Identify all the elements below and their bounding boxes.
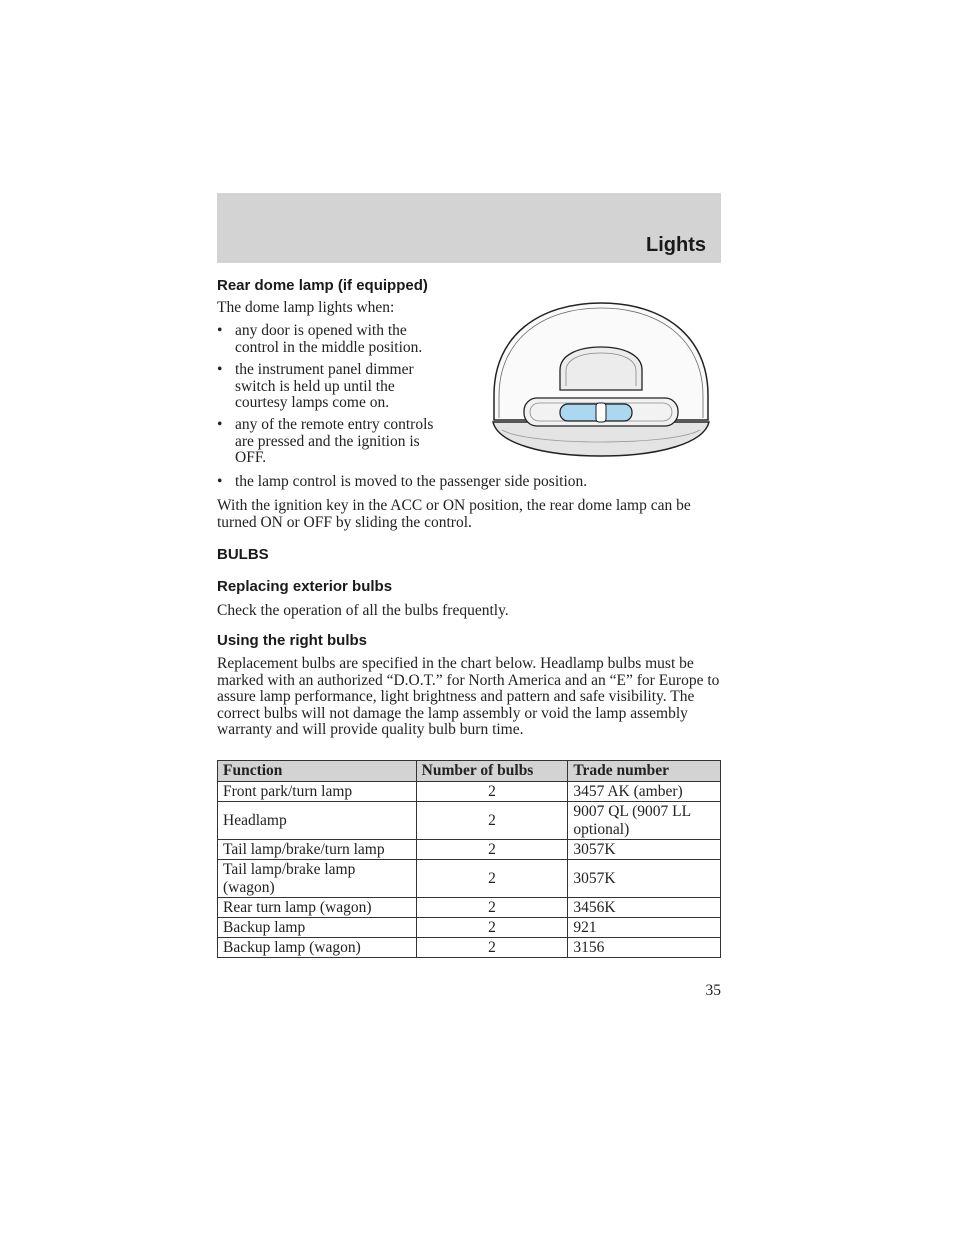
- table-cell: 3057K: [568, 860, 721, 898]
- table-cell: 3457 AK (amber): [568, 782, 721, 802]
- bulb-table: [217, 760, 721, 958]
- table-row: [218, 918, 721, 938]
- table-cell: 2: [416, 782, 568, 802]
- right-bulbs-heading: Using the right bulbs: [217, 632, 367, 649]
- right-bulbs-text: Replacement bulbs are specified in the chart below. Headlamp bulbs must be marked with an authorized “D.O.T.” for North America and an “E” for Europe to assure lamp performance, light brightness and pattern and safe visibility. The correct bulbs will not damage the lamp assembly or void the lamp assembly warranty and will provide quality bulb burn time.: [217, 655, 720, 738]
- list-item-text: any of the remote entry controls are pressed and the ignition is OFF.: [235, 416, 434, 466]
- table-header-row: [218, 761, 721, 782]
- table-cell: 2: [416, 860, 568, 898]
- table-cell: Tail lamp/brake/turn lamp: [218, 840, 417, 860]
- table-cell: Tail lamp/brake lamp (wagon): [218, 860, 417, 898]
- page-section-title: Lights: [646, 234, 706, 256]
- dome-lamp-note: With the ignition key in the ACC or ON position, the rear dome lamp can be turned ON or OFF by sliding the control.: [217, 497, 691, 531]
- table-cell: 3156: [568, 938, 721, 958]
- replacing-bulbs-text: Check the operation of all the bulbs frequently.: [217, 602, 509, 619]
- table-row: [218, 860, 721, 898]
- table-cell: 2: [416, 802, 568, 840]
- table-cell: Headlamp: [218, 802, 417, 840]
- table-cell: 2: [416, 840, 568, 860]
- table-row: [218, 898, 721, 918]
- bullet-dot: •: [217, 416, 223, 433]
- table-row: [218, 802, 721, 840]
- header-band: [217, 193, 721, 263]
- table-cell: 3456K: [568, 898, 721, 918]
- table-row: [218, 938, 721, 958]
- table-cell: Front park/turn lamp: [218, 782, 417, 802]
- table-cell: Rear turn lamp (wagon): [218, 898, 417, 918]
- bullet-dot: •: [217, 473, 223, 490]
- table-row: [218, 782, 721, 802]
- table-row: [218, 840, 721, 860]
- table-cell: 9007 QL (9007 LL optional): [568, 802, 721, 840]
- dome-lamp-intro: The dome lamp lights when:: [217, 299, 395, 316]
- dome-lamp-heading: Rear dome lamp (if equipped): [217, 277, 428, 294]
- table-cell: 2: [416, 918, 568, 938]
- table-cell: Backup lamp (wagon): [218, 938, 417, 958]
- table-cell: 921: [568, 918, 721, 938]
- page-number: 35: [705, 982, 721, 999]
- column-header-trade: Trade number: [568, 761, 721, 782]
- list-item-text: the instrument panel dimmer switch is held up until the courtesy lamps come on.: [235, 361, 414, 411]
- table-cell: Backup lamp: [218, 918, 417, 938]
- table-cell: 2: [416, 898, 568, 918]
- dome-lamp-illustration: [490, 300, 712, 460]
- table-cell: 3057K: [568, 840, 721, 860]
- column-header-number: Number of bulbs: [416, 761, 568, 782]
- list-item-text: any door is opened with the control in the middle position.: [235, 322, 423, 356]
- bullet-dot: •: [217, 322, 223, 339]
- bullet-dot: •: [217, 361, 223, 378]
- table-cell: 2: [416, 938, 568, 958]
- list-item-text: the lamp control is moved to the passenger side position.: [235, 473, 588, 490]
- bulbs-heading: BULBS: [217, 546, 269, 563]
- column-header-function: Function: [218, 761, 417, 782]
- replacing-bulbs-heading: Replacing exterior bulbs: [217, 578, 393, 595]
